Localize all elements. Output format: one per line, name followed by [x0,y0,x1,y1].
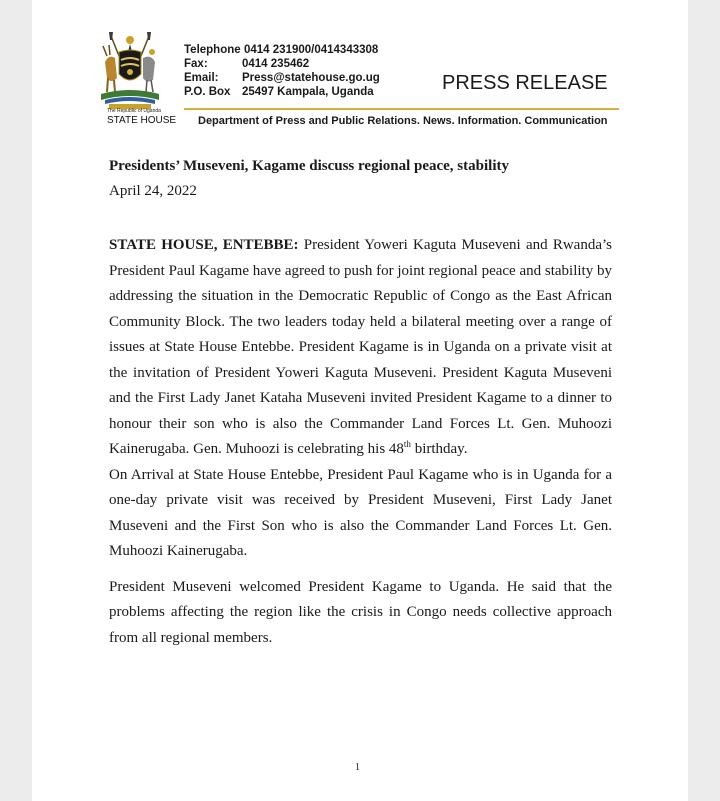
paragraph-3: President Museveni welcomed President Kagame to Uganda. He said that the problems affecting the region like the crisis in Congo needs collective approach from all regional members. [109,578,612,646]
state-house-caption: STATE HOUSE [107,115,177,126]
dateline: STATE HOUSE, ENTEBBE: [109,237,299,253]
telephone-value: 0414 231900/0414343308 [244,44,379,56]
fax-label: Fax: [184,58,208,70]
contact-email [184,71,380,85]
po-box-label: P.O. Box [184,86,231,98]
paragraph-1-end: birthday. [410,441,468,457]
email-value: Press@statehouse.go.ug [242,72,380,84]
department-line: Department of Press and Public Relations. News. Information. Communication [198,115,608,127]
po-box-value: 25497 Kampala, Uganda [242,86,374,98]
ordinal-suffix: th [403,439,411,449]
article-body [109,233,612,651]
document-page [32,0,688,801]
press-release-title: PRESS RELEASE [442,72,608,94]
paragraph-1-text: President Yoweri Kaguta Museveni and Rwanda’s President Paul Kagame have agreed to push for joint regional peace and stability by addressing the situation in the Democratic Republic of Congo as the East African Community Block. The two leaders today held a bilateral meeting over a range of issues at State House Entebbe. President Kagame is in Uganda on a private visit at the invitation of President Yoweri Kaguta Museveni. President Kaguta Museveni and the First Lady Janet Kataha Museveni invited President Kagame to a dinner to honour their son who is also the Commander Land Forces Lt. Gen. Muhoozi Kainerugaba. Gen. Muhoozi is celebrating his 48 [109,237,612,457]
republic-caption: The Republic of Uganda [107,108,161,114]
page-number: 1 [355,762,360,773]
paragraph-2: On Arrival at State House Entebbe, President Paul Kagame who is in Uganda for a one-day private visit was received by President Museveni, First Lady Janet Museveni and the First Son who is also the Commander Land Forces Lt. Gen. Muhoozi Kainerugaba. [109,466,612,559]
coat-of-arms-icon [97,32,163,110]
email-label: Email: [184,72,219,84]
letterhead-rule [184,108,619,110]
contact-po-box [184,85,380,99]
contact-block [184,43,380,99]
telephone-label: Telephone [184,44,241,56]
contact-fax [184,57,380,71]
fax-value: 0414 235462 [242,58,310,70]
article-date: April 24, 2022 [109,183,197,199]
article-headline: Presidents’ Museveni, Kagame discuss regional peace, stability [109,158,509,174]
paragraph-1 [109,233,612,463]
contact-telephone [184,43,380,57]
